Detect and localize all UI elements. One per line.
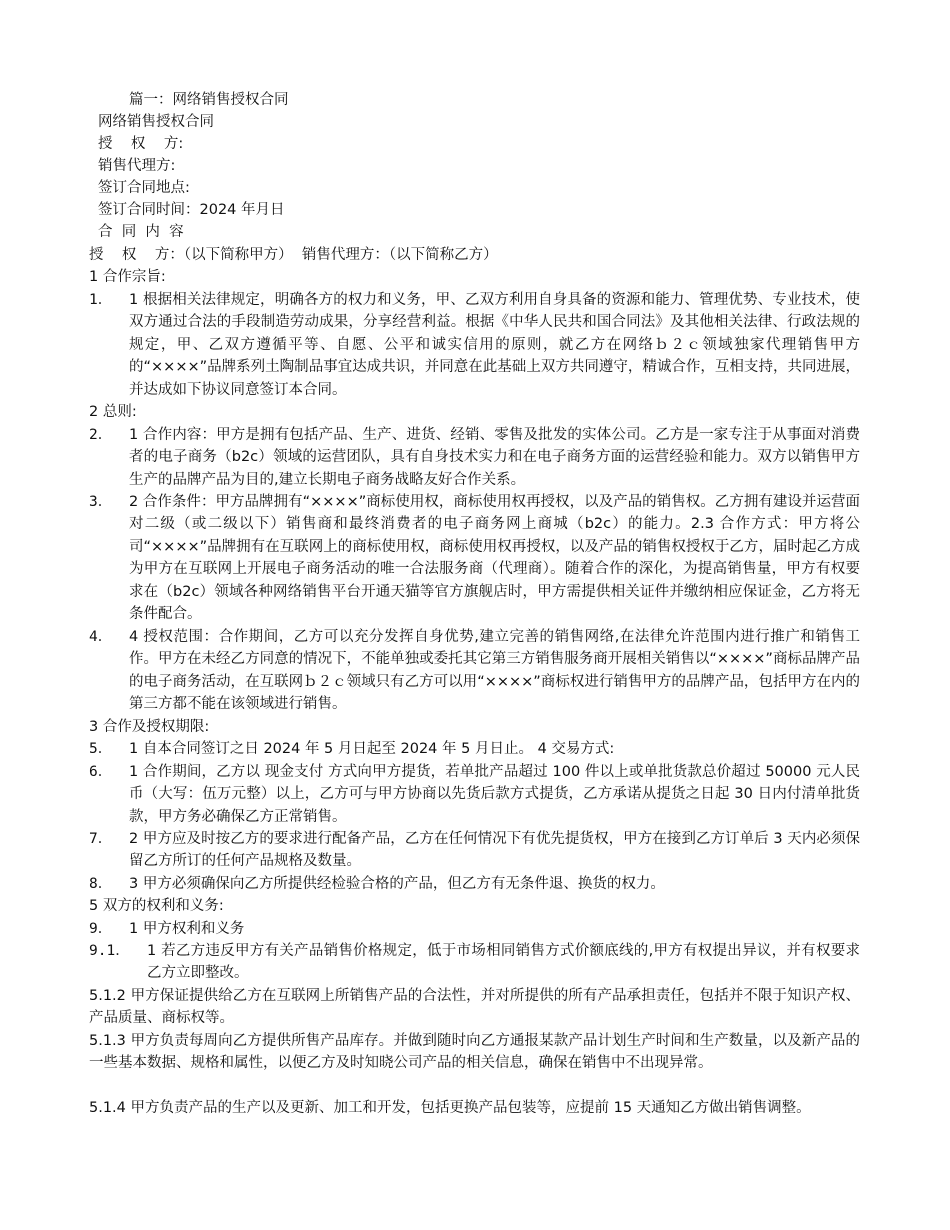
item-text: 1 合作期间，乙方以 现金支付 方式向甲方提货，若单批产品超过 100 件以上或单批货款总价超过 50000 元人民币（大写：伍万元整）以上，乙方可与甲方协商以先货后款方式提货，乙方承诺从提货之日起 30 日内付清单批货款，甲方务必确保乙方正常销售。 [129,764,860,825]
clause-5-1-2: 5.1.2 甲方保证提供给乙方在互联网上所销售产品的合法性，并对所提供的所有产品承担责任，包括并不限于知识产权、产品质量、商标权等。 [89,988,860,1027]
item-number: 5． [89,741,113,757]
item-number: 2． [89,427,113,443]
contract-title: 网络销售授权合同 [98,114,214,130]
sign-time-label: 签订合同时间：2024 年月日 [98,202,285,218]
item-number: 3． [89,494,113,510]
item-number: 6． [89,764,113,780]
agent-label: 销售代理方: [98,158,176,174]
contents-heading: 合 同 内 容 [98,224,184,240]
section-heading-term: 3 合作及授权期限: [89,719,210,735]
clause-5-1-4: 5.1.4 甲方负责产品的生产以及更新、加工和开发，包括更换产品包装等，应提前 15 天通知乙方做出销售调整。 [89,1100,811,1116]
item-number: 1． [89,292,113,308]
parties-line: 授 权 方：（以下简称甲方） 销售代理方：（以下简称乙方） [89,247,498,263]
item-text: 4 授权范围：合作期间，乙方可以充分发挥自身优势,建立完善的销售网络,在法律允许范围内进行推广和销售工作。甲方在未经乙方同意的情况下，不能单独或委托其它第三方销售服务商开展相关销售以“××××”商标品牌产品的电子商务活动，在互联网ｂ２ｃ领域只有乙方可以用“××××”商标权进行销售甲方的品牌产品，包括甲方在内的第三方都不能在该领域进行销售。 [129,629,860,713]
item-number: 4． [89,629,113,645]
item-text: 2 甲方应及时按乙方的要求进行配备产品，乙方在任何情况下有优先提货权，甲方在接到乙方订单后 3 天内必须保留乙方所订的任何产品规格及数量。 [129,831,860,870]
section-heading-purpose: 1 合作宗旨: [89,269,166,285]
item-number: 7． [89,831,113,847]
item-text: 1 甲方权利和义务 [129,921,245,937]
section-heading-rights: 5 双方的权利和义务: [89,898,224,914]
sign-place-label: 签订合同地点: [98,180,190,196]
item-number: 9.1． [89,943,130,959]
clause-5-1-3: 5.1.3 甲方负责每周向乙方提供所售产品库存。并做到随时向乙方通报某款产品计划生产时间和生产数量，以及新产品的一些基本数据、规格和属性，以便乙方及时知晓公司产品的相关信息，确保在销售中不出现异常。 [89,1033,860,1072]
item-number: 8． [89,876,113,892]
section-heading-general: 2 总则: [89,404,137,420]
item-text: 1 合作内容：甲方是拥有包括产品、生产、进货、经销、零售及批发的实体公司。乙方是一家专注于从事面对消费者的电子商务（b2c）领域的运营团队，具有自身技术实力和在电子商务方面的运营经验和能力。双方以销售甲方生产的品牌产品为目的,建立长期电子商务战略友好合作关系。 [129,427,860,488]
item-text: 2 合作条件：甲方品牌拥有“××××”商标使用权，商标使用权再授权，以及产品的销售权。乙方拥有建设并运营面对二级（或二级以下）销售商和最终消费者的电子商务网上商城（b2c）的能力。2.3 合作方式：甲方将公司“××××”品牌拥有在互联网上的商标使用权，商标使用权再授权，以及产品的销售权授权于乙方，届时起乙方成为甲方在互联网上开展电子商务活动的唯一合法服务商（代理商）。随着合作的深化，为提高销售量，甲方有权要求在（b2c）领域各种网络销售平台开通天猫等官方旗舰店时，甲方需提供相关证件并缴纳相应保证金，乙方将无条件配合。 [129,494,860,623]
item-number: 9． [89,921,113,937]
item-text: 3 甲方必须确保向乙方所提供经检验合格的产品，但乙方有无条件退、换货的权力。 [129,876,665,892]
item-text: 1 根据相关法律规定，明确各方的权力和义务，甲、乙双方利用自身具备的资源和能力、管理优势、专业技术，使双方通过合法的手段制造劳动成果，分享经营利益。根据《中华人民共和国合同法》及其他相关法律、行政法规的规定，甲、乙双方遵循平等、自愿、公平和诚实信用的原则，就乙方在网络ｂ２ｃ领域独家代理销售甲方的“××××”品牌系列土陶制品事宜达成共识，并同意在此基础上双方共同遵守，精诚合作，互相支持，共同进展，并达成如下协议同意签订本合同。 [129,292,860,398]
item-text: 1 自本合同签订之日 2024 年 5 月日起至 2024 年 5 月日止。 4 交易方式: [129,741,615,757]
grantor-label: 授 权 方: [98,136,184,152]
article-title: 篇一：网络销售授权合同 [129,92,289,108]
item-text: 1 若乙方违反甲方有关产品销售价格规定，低于市场相同销售方式价额底线的,甲方有权提出异议，并有权要求乙方立即整改。 [147,943,860,982]
